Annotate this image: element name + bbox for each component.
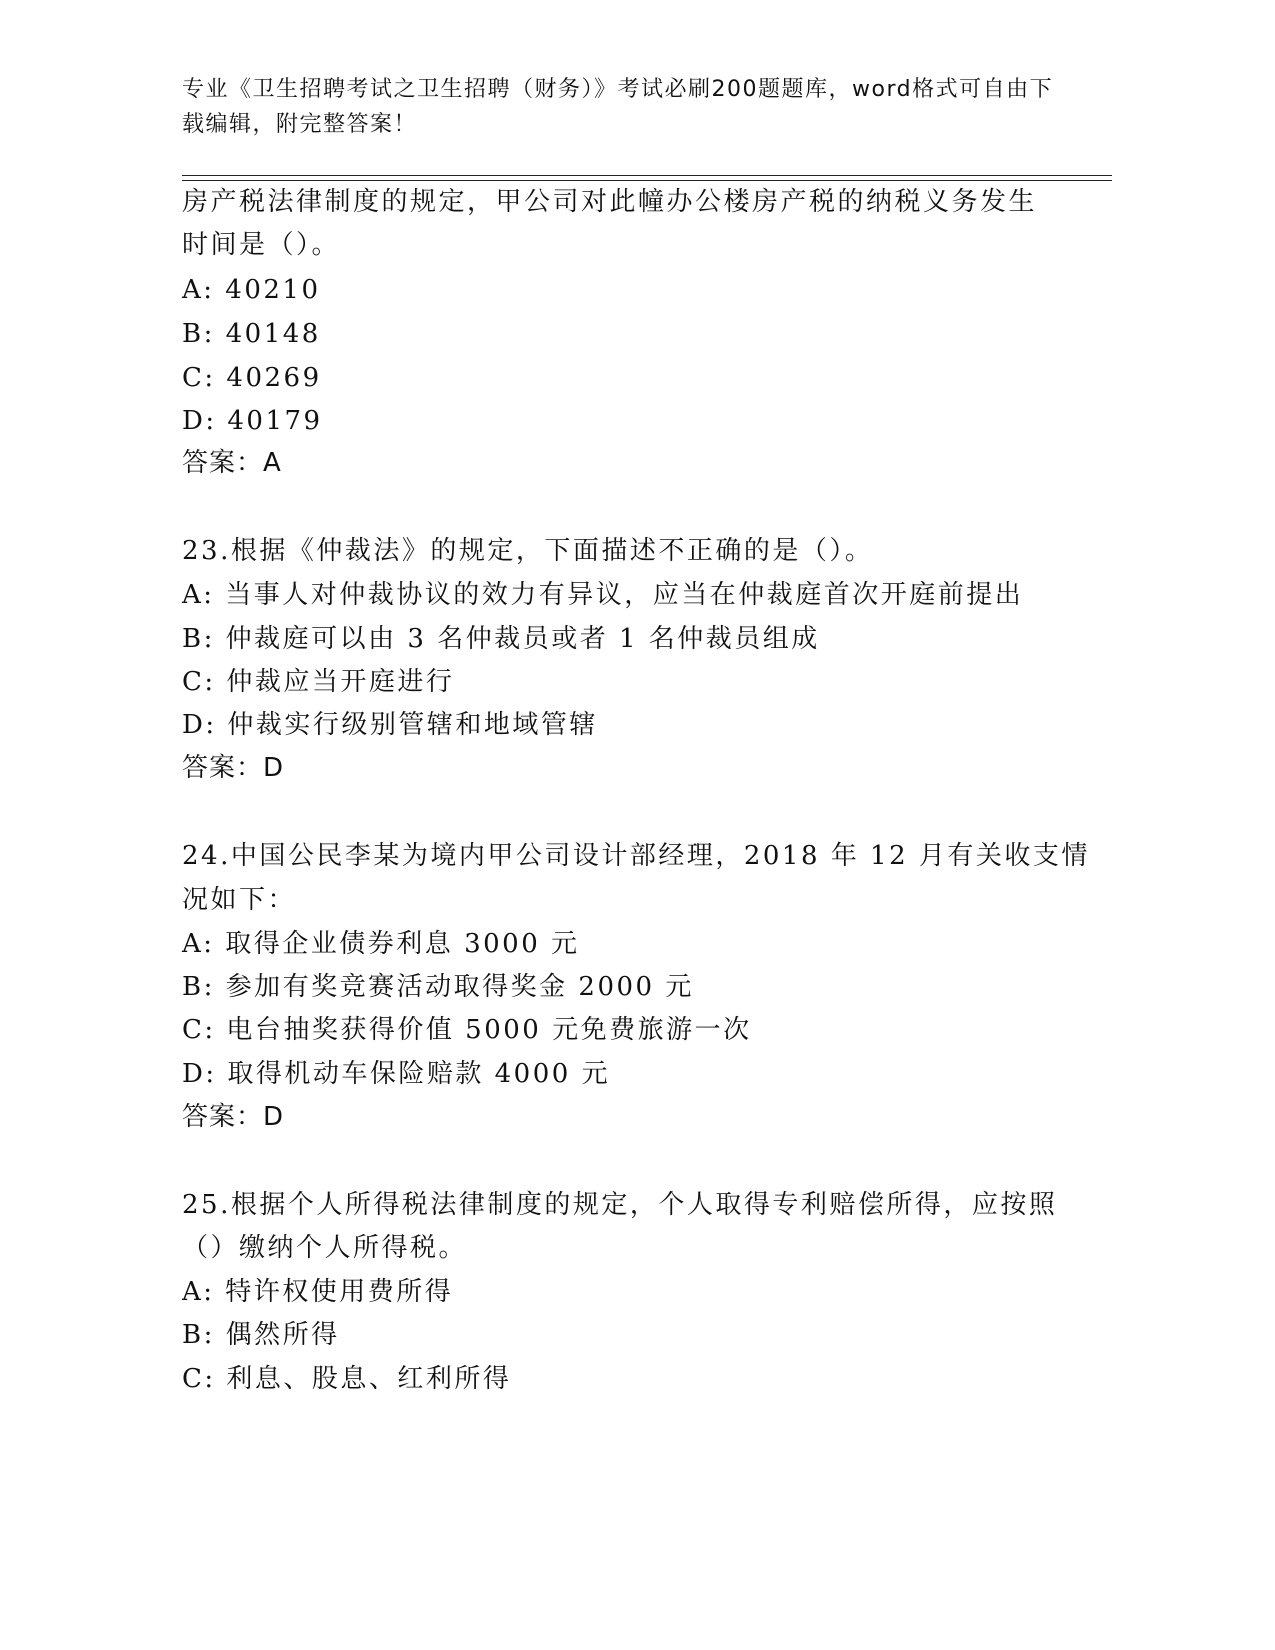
q22-answer: 答案：A — [182, 448, 282, 478]
q23-stem-line1: 23.根据《仲裁法》的规定，下面描述不正确的是（）。 — [182, 536, 874, 566]
q25-stem-line1: 25.根据个人所得税法律制度的规定，个人取得专利赔偿所得，应按照 — [182, 1190, 1058, 1220]
q24-option-b: B: 参加有奖竞赛活动取得奖金 2000 元 — [182, 972, 694, 1002]
q25-option-b: B: 偶然所得 — [182, 1320, 340, 1350]
q23-option-d: D: 仲裁实行级别管辖和地域管辖 — [182, 710, 598, 740]
q22-option-d: D: 40179 — [182, 406, 323, 436]
q22-option-c: C: 40269 — [182, 363, 322, 393]
q24-answer: 答案：D — [182, 1102, 285, 1132]
header-divider — [182, 175, 1112, 181]
q22-option-a: A: 40210 — [182, 275, 321, 305]
q24-stem-line2: 况如下： — [182, 885, 297, 915]
q24-option-c: C: 电台抽奖获得价值 5000 元免费旅游一次 — [182, 1015, 752, 1045]
document-header: 专业《卫生招聘考试之卫生招聘（财务）》考试必刷200题题库，word格式可自由下载编辑，附完整答案！ — [182, 77, 1054, 137]
q23-option-b: B: 仲裁庭可以由 3 名仲裁员或者 1 名仲裁员组成 — [182, 624, 820, 654]
q23-answer: 答案：D — [182, 753, 285, 783]
q24-stem-line1: 24.中国公民李某为境内甲公司设计部经理，2018 年 12 月有关收支情 — [182, 841, 1090, 871]
q24-option-a: A: 取得企业债券利息 3000 元 — [182, 929, 580, 959]
q22-stem-line2: 时间是（）。 — [182, 230, 341, 260]
q23-option-c: C: 仲裁应当开庭进行 — [182, 667, 455, 697]
q24-option-d: D: 取得机动车保险赔款 4000 元 — [182, 1059, 611, 1089]
q25-option-a: A: 特许权使用费所得 — [182, 1277, 454, 1307]
q22-option-b: B: 40148 — [182, 319, 321, 349]
q23-option-a: A: 当事人对仲裁协议的效力有异议，应当在仲裁庭首次开庭前提出 — [182, 580, 1024, 610]
q25-option-c: C: 利息、股息、红利所得 — [182, 1364, 512, 1394]
q22-stem-line1: 房产税法律制度的规定，甲公司对此幢办公楼房产税的纳税义务发生 — [182, 187, 1038, 217]
q25-stem-line2: （）缴纳个人所得税。 — [182, 1233, 468, 1263]
